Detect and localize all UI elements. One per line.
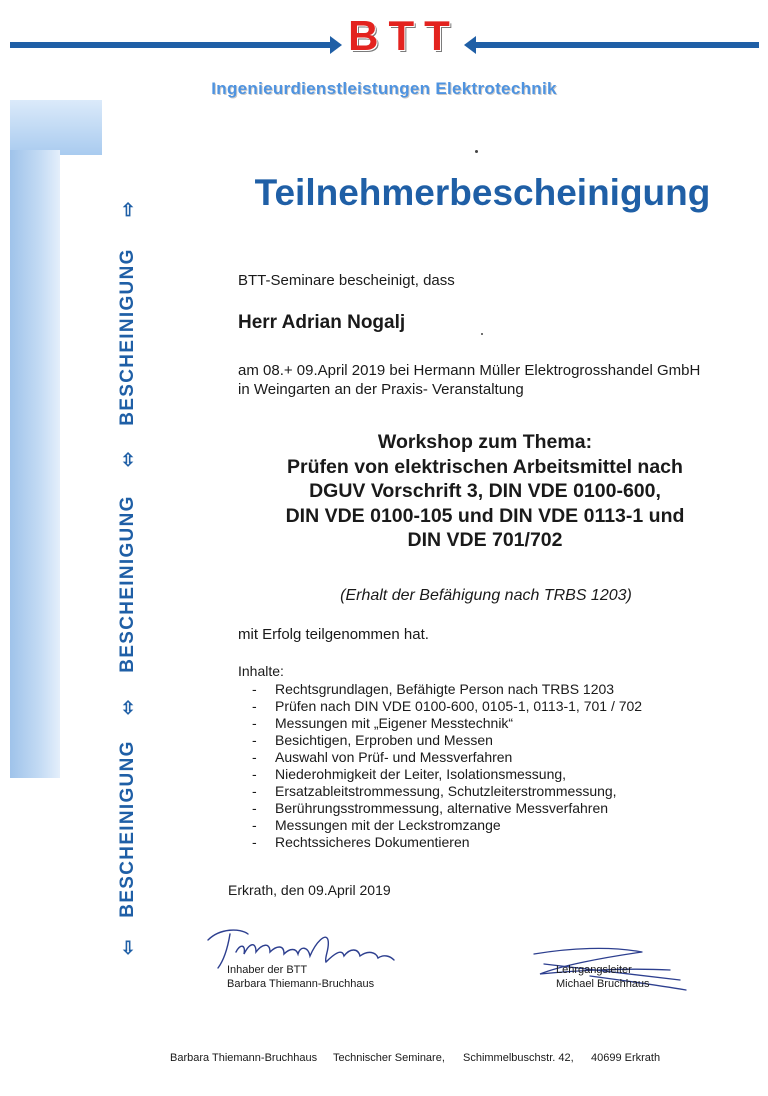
scan-speck xyxy=(475,150,478,153)
sidebar-decor-block xyxy=(10,100,102,155)
contents-list xyxy=(238,681,642,851)
arrow-up-icon: ⇧ xyxy=(120,200,136,220)
list-item: - Ersatzableitstrommessung, Schutzleiterstrommessung, xyxy=(252,783,617,799)
list-item: - Besichtigen, Erproben und Messen xyxy=(252,732,493,748)
workshop-line: DIN VDE 701/702 xyxy=(407,529,563,551)
company-tagline: Ingenieurdienstleistungen Elektrotechnik xyxy=(211,79,557,98)
sidebar-word-middle: BESCHEINIGUNG xyxy=(117,495,138,673)
footer-city: 40699 Erkrath xyxy=(591,1052,661,1064)
list-item: - Auswahl von Prüf- und Messverfahren xyxy=(252,749,513,765)
footer-org: Technischer Seminare, xyxy=(333,1052,445,1064)
completion-text: mit Erfolg teilgenommen hat. xyxy=(238,626,429,643)
certificate-title: Teilnehmerbescheinigung xyxy=(254,172,711,213)
signatory-name: Barbara Thiemann-Bruchhaus xyxy=(227,978,375,990)
sidebar-decor-bar xyxy=(10,150,60,778)
list-item: - Messungen mit der Leckstromzange xyxy=(252,817,501,833)
intro-text: BTT-Seminare bescheinigt, dass xyxy=(238,272,455,289)
workshop-title xyxy=(210,430,760,553)
signatory-role: Inhaber der BTT xyxy=(227,964,308,976)
footer-name: Barbara Thiemann-Bruchhaus xyxy=(170,1052,318,1064)
arrow-down-icon: ⇩ xyxy=(120,938,136,958)
sidebar-word-top: BESCHEINIGUNG xyxy=(117,248,138,426)
workshop-line: Prüfen von elektrischen Arbeitsmittel nach xyxy=(287,455,683,478)
header-rule-left xyxy=(10,42,336,48)
list-item: - Rechtsgrundlagen, Befähigte Person nach TRBS 1203 xyxy=(252,681,615,697)
list-item: - Niederohmigkeit der Leiter, Isolationsmessung, xyxy=(252,766,567,782)
arrow-up-down-icon: ⇳ xyxy=(120,450,136,470)
list-item: - Rechtssicheres Dokumentieren xyxy=(252,834,470,850)
qualification-note: (Erhalt der Befähigung nach TRBS 1203) xyxy=(340,587,632,604)
contents-heading: Inhalte: xyxy=(238,663,284,679)
list-item: - Berührungsstrommessung, alternative Messverfahren xyxy=(252,800,609,816)
arrow-up-down-icon: ⇳ xyxy=(120,698,136,718)
scan-speck xyxy=(481,333,483,335)
sidebar-word-bottom: BESCHEINIGUNG xyxy=(117,740,138,918)
event-line: am 08.+ 09.April 2019 bei Hermann Müller Elektrogrosshandel GmbH xyxy=(238,362,701,379)
place-date: Erkrath, den 09.April 2019 xyxy=(228,882,391,898)
workshop-line: DIN VDE 0100-105 und DIN VDE 0113-1 und xyxy=(285,504,685,527)
footer-street: Schimmelbuschstr. 42, xyxy=(463,1052,574,1064)
btt-logo: BTT xyxy=(348,12,460,59)
signatory-role: Lehrgangsleiter xyxy=(556,964,632,976)
list-item: - Messungen mit „Eigener Messtechnik“ xyxy=(252,715,514,731)
signatory-name: Michael Bruchhaus xyxy=(556,978,650,990)
header-rule-right xyxy=(474,42,759,48)
header-arrow-right-pointing xyxy=(330,36,342,54)
participant-name: Herr Adrian Nogalj xyxy=(238,312,406,333)
list-item: - Prüfen nach DIN VDE 0100-600, 0105-1, 0113-1, 701 / 702 xyxy=(252,698,643,714)
event-line: in Weingarten an der Praxis- Veranstaltung xyxy=(238,381,524,398)
workshop-line: DGUV Vorschrift 3, DIN VDE 0100-600, xyxy=(309,480,661,502)
workshop-line: Workshop zum Thema: xyxy=(377,431,593,453)
